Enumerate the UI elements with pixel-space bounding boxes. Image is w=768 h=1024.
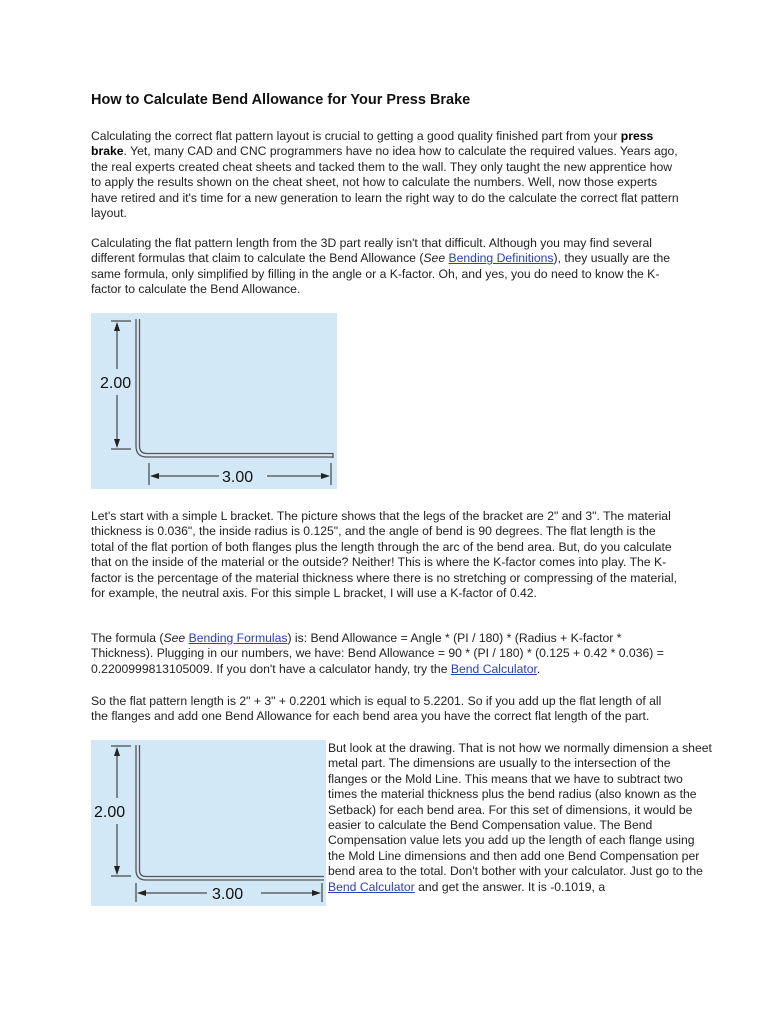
width-dimension-label: 3.00 [222, 469, 254, 486]
height-dimension-label: 2.00 [94, 804, 126, 821]
press-brake-term: press brake [91, 129, 654, 159]
l-bracket-drawing-2 [91, 740, 326, 906]
l-bracket-paragraph: Let's start with a simple L bracket. The picture shows that the legs of the bracket are 2" and 3". The material thickness is 0.036", the inside radius is 0.125", and the angle of bend is 90 degrees. The flat length is the total of the flat portion of both flanges plus the length through the arc of the bend area. But, do you calculate that on the inside of the material or the outside? Neither! This is where the K-factor comes into play. The K-factor is the percentage of the material thickness where there is no stretching or compressing of the material, for example, the neutral axis. For this simple L bracket, I will use a K-factor of 0.42. [91, 509, 677, 601]
intro-paragraph: Calculating the correct flat pattern layout is crucial to getting a good quality finished part from your press brake. Yet, many CAD and CNC programmers have no idea how to calculate the required values. Years ago, the real experts created cheat sheets and tacked them to the wall. They only taught the new apprentice how to apply the results shown on the cheat sheet, not how to calculate the numbers. Well, now those experts have retired and it's time for a new generation to learn the right way to do the calculate the correct flat pattern layout. [91, 129, 679, 221]
width-arrow-right [312, 890, 321, 896]
width-arrow-left [150, 473, 159, 479]
l-bracket-figure-2 [91, 740, 326, 906]
width-arrow-left [137, 890, 146, 896]
height-arrow-bottom [114, 866, 120, 875]
bracket-inner-edge [140, 745, 325, 877]
width-dimension-label: 3.00 [212, 886, 244, 903]
bend-calculator-link[interactable]: Bend Calculator [450, 661, 537, 676]
width-arrow-right [321, 473, 330, 479]
bending-formulas-link[interactable]: Bending Formulas [188, 631, 288, 645]
formula-intro-paragraph: Calculating the flat pattern length from the 3D part really isn't that difficult. Although you may find several different formulas that claim to calculate the Bend Allowance (See Bending Definitions), they usually are the same formula, only simplified by filling in the angle or a K-factor. Oh, and yes, you do need to know the K-factor to calculate the Bend Allowance. [91, 236, 671, 297]
height-dimension-label: 2.00 [100, 375, 132, 392]
height-arrow-bottom [114, 439, 120, 448]
formula-paragraph: The formula (See Bending Formulas) is: Bend Allowance = Angle * (PI / 180) * (Radius + K-factor * Thickness). Plugging in our numbers, we have: Bend Allowance = 90 * (PI / 180) * (0.125 + 0.42 * 0.036) = 0.2200999813105009. If you don't have a calculator handy, try the Bend Calculator. [91, 631, 664, 676]
bending-definitions-link[interactable]: Bending Definitions [448, 251, 554, 266]
l-bracket-figure-1 [91, 313, 337, 489]
page-title: How to Calculate Bend Allowance for Your Press Brake [91, 92, 471, 108]
bend-calculator-link-2[interactable]: Bend Calculator [328, 879, 415, 894]
bracket-outer-edge [136, 319, 333, 457]
bracket-inner-edge [140, 319, 334, 454]
l-bracket-drawing [91, 313, 337, 489]
bracket-outer-edge [136, 745, 324, 880]
height-arrow-top [114, 747, 120, 756]
bend-compensation-paragraph: But look at the drawing. That is not how we normally dimension a sheet metal part. The dimensions are usually to the intersection of the flanges or the Mold Line. This means that we have to subtract two times the material thickness plus the bend radius (also known as the Setback) for each bend area. For this set of dimensions, it would be easier to calculate the Bend Compensation value. The Bend Compensation value lets you add up the length of each flange using the Mold Line dimensions and then add one Bend Compensation per bend area to the total. Don't bother with your calculator. Just go to the Bend Calculator and get the answer. It is -0.1019, a [328, 741, 712, 894]
height-arrow-top [114, 322, 120, 331]
flat-length-paragraph: So the flat pattern length is 2" + 3" + 0.2201 which is equal to 5.2201. So if you add up the flat length of all the flanges and add one Bend Allowance for each bend area you have the correct flat length of the part. [91, 694, 662, 724]
